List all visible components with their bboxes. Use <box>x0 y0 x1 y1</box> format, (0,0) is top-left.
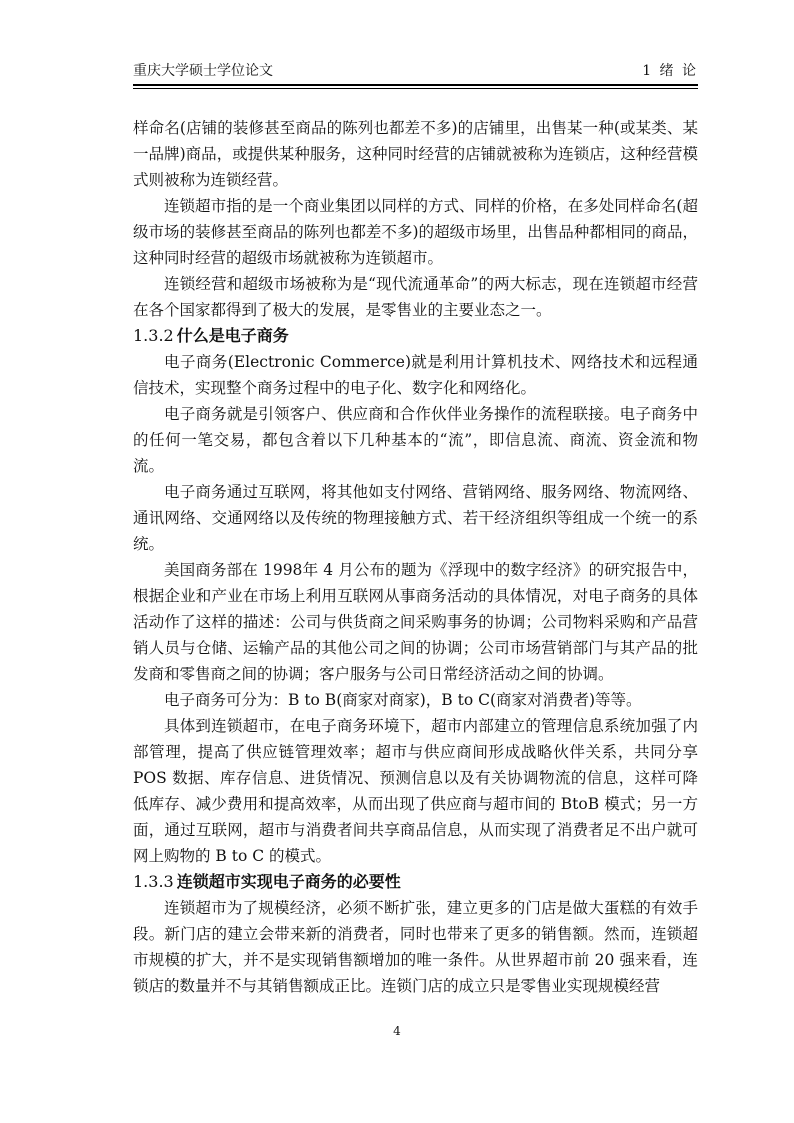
paragraph: 连锁经营和超级市场被称为是“现代流通革命”的两大标志，现在连锁超市经营在各个国家都得到了极大的发展，是零售业的主要业态之一。 <box>133 275 698 319</box>
page-body <box>133 115 698 999</box>
section-number: 1.3.3 <box>133 872 174 891</box>
section-heading-1-3-3 <box>133 869 698 895</box>
paragraph: 连锁超市指的是一个商业集团以同样的方式、同样的价格，在多处同样命名(超级市场的装修甚至商品的陈列也都差不多)的超级市场里，出售品种都相同的商品，这种同时经营的超级市场就被称为连锁超市。 <box>133 197 698 267</box>
section-heading-1-3-2 <box>133 323 698 349</box>
header-rule-thick <box>133 84 698 86</box>
paragraph: 样命名(店铺的装修甚至商品的陈列也都差不多)的店铺里，出售某一种(或某类、某一品牌)商品，或提供某种服务，这种同时经营的店铺就被称为连锁店，这种经营模式则被称为连锁经营。 <box>133 119 698 189</box>
header-chapter-title: 1 绪 论 <box>642 63 698 79</box>
paragraph: 美国商务部在 1998年 4 月公布的题为《浮现中的数字经济》的研究报告中，根据企业和产业在市场上利用互联网从事商务活动的具体情况，对电子商务的具体活动作了这样的描述：公司与供货商之间采购事务的协调；公司物料采购和产品营销人员与仓储、运输产品的其他公司之间的协调；公司市场营销部门与其产品的批发商和零售商之间的协调；客户服务与公司日常经济活动之间的协调。 <box>133 561 698 683</box>
section-title: 连锁超市实现电子商务的必要性 <box>176 872 401 891</box>
page-number: 4 <box>393 1024 401 1038</box>
paragraph: 连锁超市为了规模经济，必须不断扩张，建立更多的门店是做大蛋糕的有效手段。新门店的建立会带来新的消费者，同时也带来了更多的销售额。然而，连锁超市规模的扩大，并不是实现销售额增加的唯一条件。从世界超市前 20 强来看，连锁店的数量并不与其销售额成正比。连锁门店的成立只是零售业实现规模经营 <box>133 899 698 995</box>
paragraph: 电子商务(Electronic Commerce)就是利用计算机技术、网络技术和远程通信技术，实现整个商务过程中的电子化、数字化和网络化。 <box>133 353 698 397</box>
section-number: 1.3.2 <box>133 326 174 345</box>
paragraph: 电子商务可分为：B to B(商家对商家)，B to C(商家对消费者)等等。 <box>164 691 642 709</box>
header-thesis-title: 重庆大学硕士学位论文 <box>133 63 273 79</box>
paragraph: 电子商务通过互联网，将其他如支付网络、营销网络、服务网络、物流网络、通讯网络、交通网络以及传统的物理接触方式、若干经济组织等组成一个统一的系统。 <box>133 483 698 553</box>
header-rule-thin <box>133 88 698 89</box>
paragraph: 电子商务就是引领客户、供应商和合作伙伴业务操作的流程联接。电子商务中的任何一笔交易，都包含着以下几种基本的“流”，即信息流、商流、资金流和物流。 <box>133 405 698 475</box>
page-header <box>133 60 698 82</box>
paragraph: 具体到连锁超市，在电子商务环境下，超市内部建立的管理信息系统加强了内部管理，提高了供应链管理效率；超市与供应商间形成战略伙伴关系，共同分享 POS 数据、库存信息、进货情况、预测信息以及有关协调物流的信息，这样可降低库存、减少费用和提高效率，从而出现了供应商与超市间的 BtoB 模式；另一方面，通过互联网，超市与消费者间共享商品信息，从而实现了消费者足不出户就可网上购物的 B to C 的模式。 <box>133 717 698 865</box>
section-title: 什么是电子商务 <box>176 326 289 345</box>
